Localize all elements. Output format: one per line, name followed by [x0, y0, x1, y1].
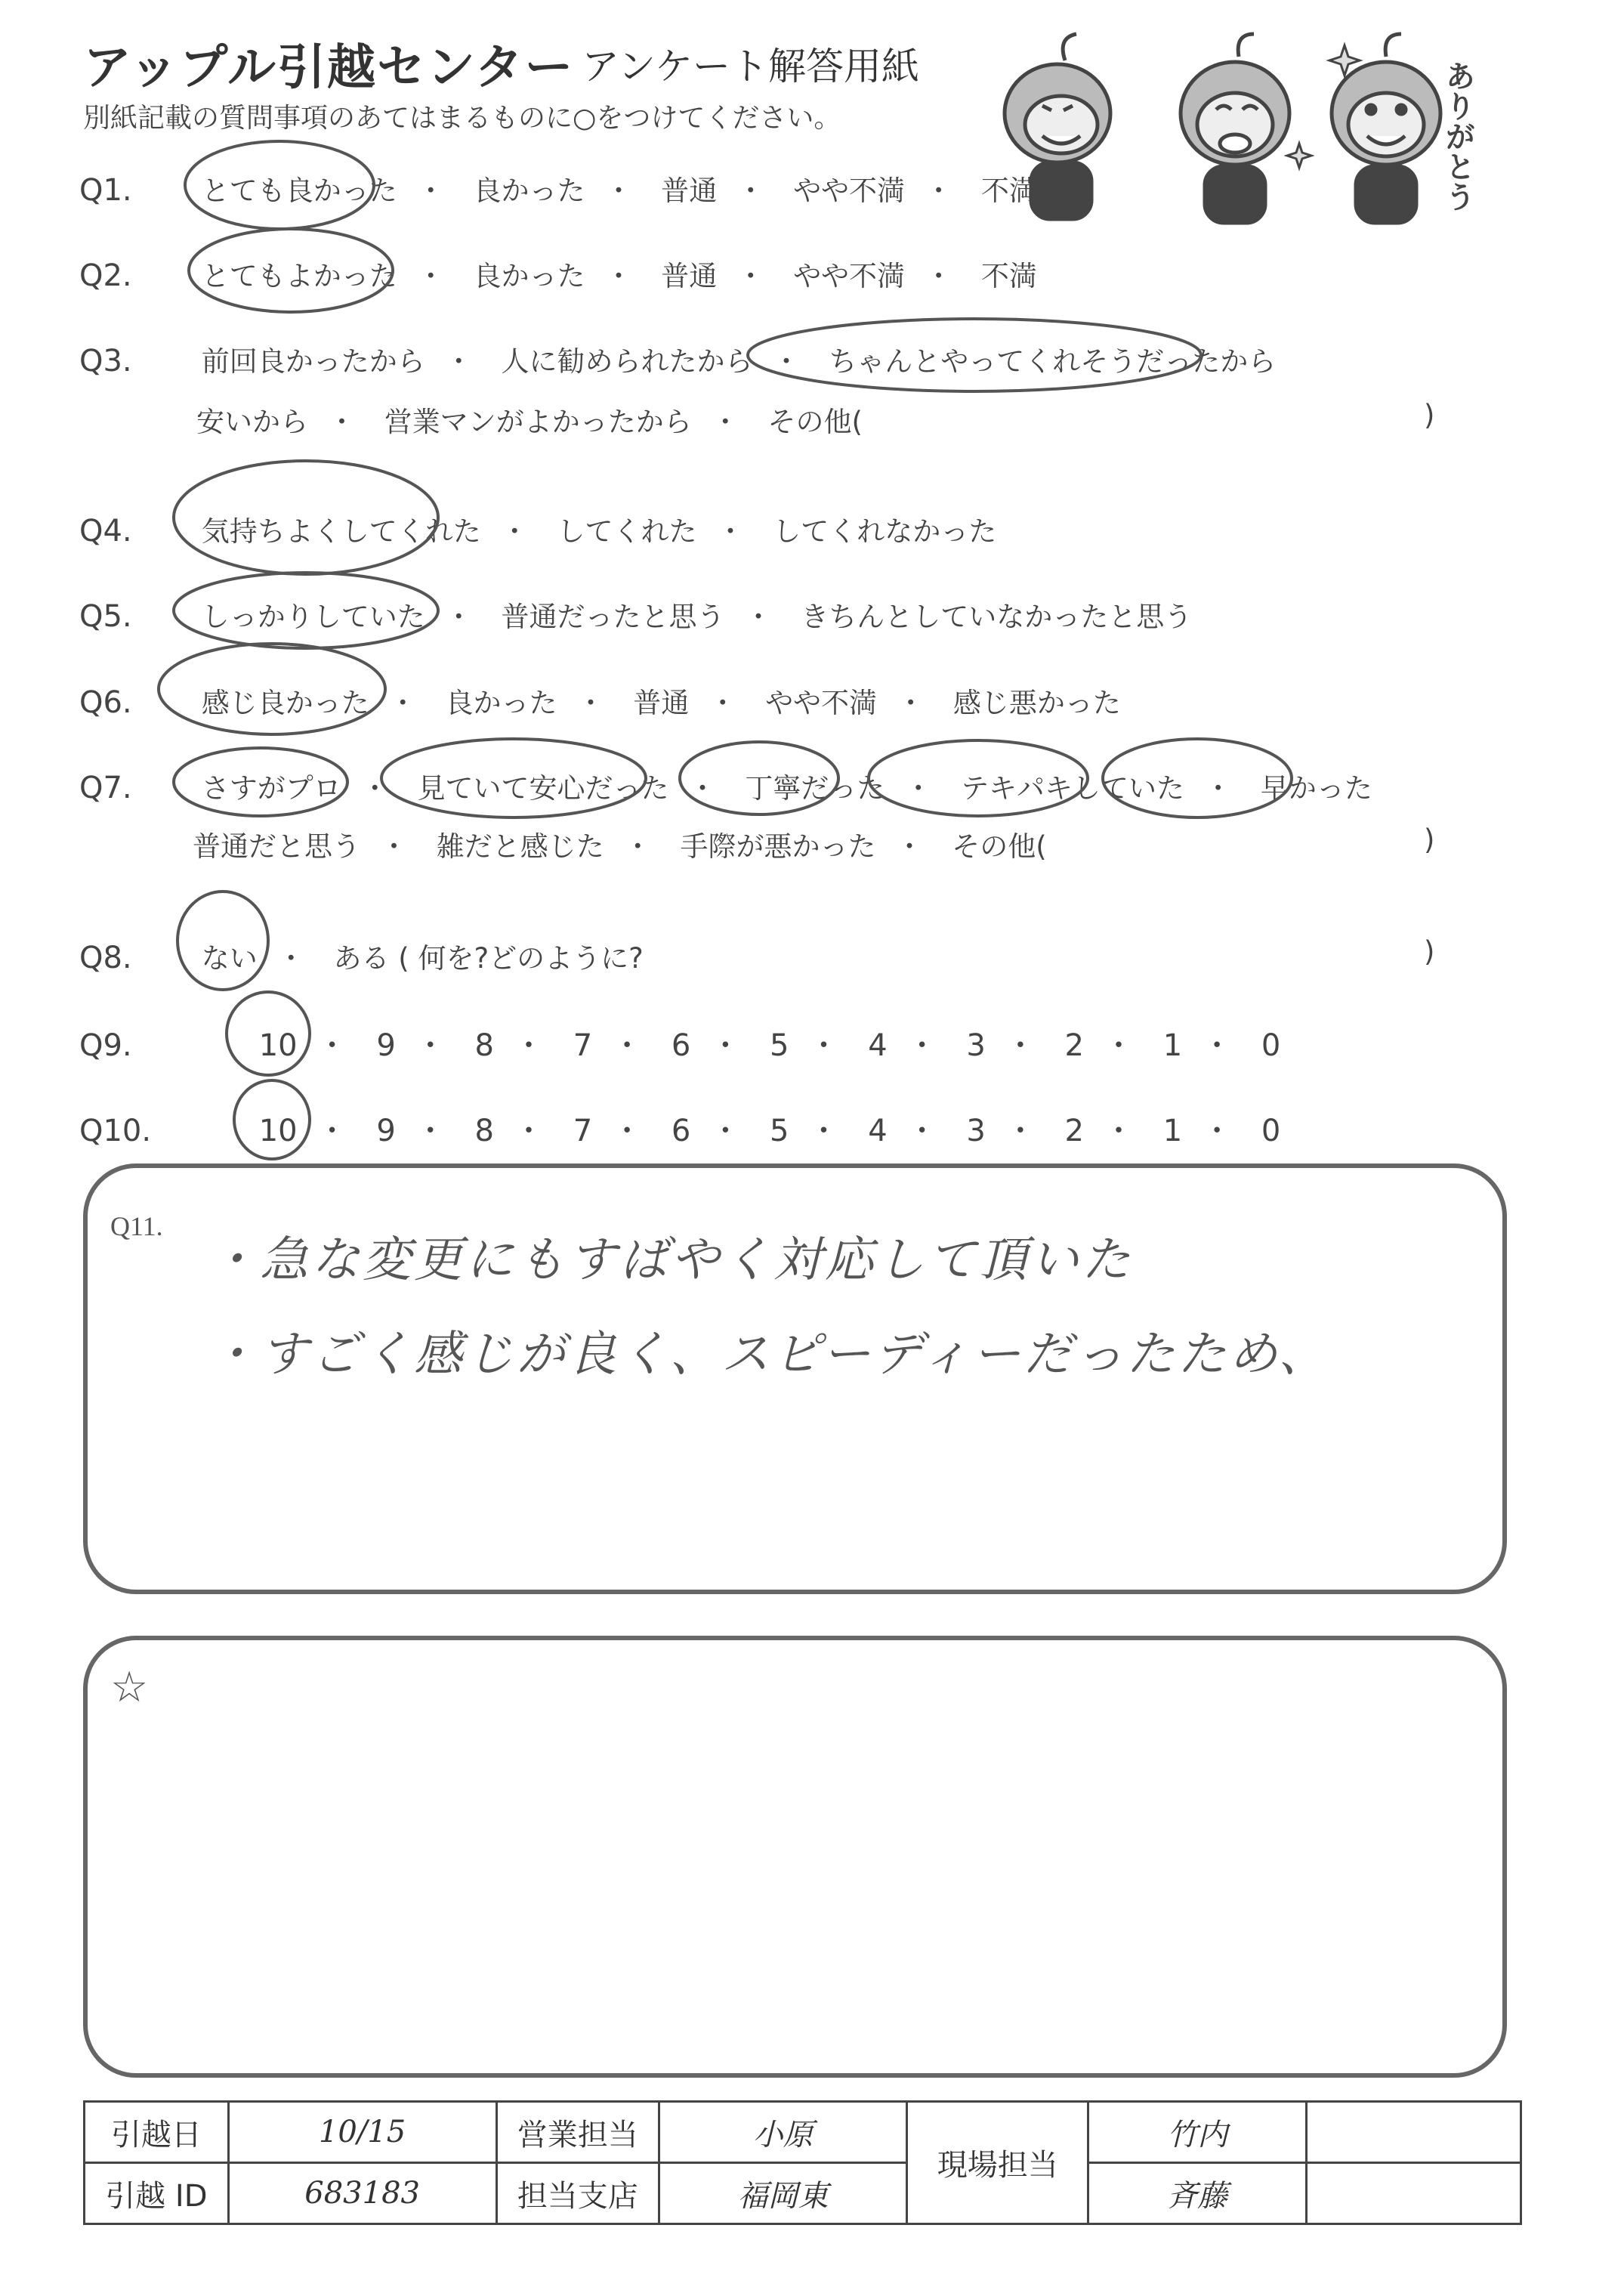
- question-q8: Q8. ない ・ ある ( 何を?どのように?: [79, 935, 648, 976]
- q1-option-5[interactable]: 不満: [980, 175, 1037, 207]
- q7-answer-circle-5: [1103, 739, 1292, 817]
- q1-option-4[interactable]: やや不満: [793, 175, 906, 207]
- q7-answer-circle-4: [869, 740, 1088, 816]
- q2-option-1[interactable]: とてもよかった: [201, 260, 397, 292]
- q7-option-2[interactable]: 見ていて安心だった: [417, 772, 669, 805]
- question-q7-line2: 普通だと思う ・ 雑だと感じた ・ 手際が悪かった ・ その他(: [193, 824, 1051, 864]
- q9-score-10[interactable]: 10: [258, 1028, 298, 1063]
- move-id-label: 引越 ID: [85, 2163, 229, 2224]
- q6-option-2[interactable]: 良かった: [445, 687, 557, 719]
- q9-score-3[interactable]: 3: [966, 1028, 986, 1063]
- move-id-value[interactable]: 683183: [228, 2163, 496, 2224]
- q3-paren-close: ): [1424, 399, 1435, 431]
- q7-option-8[interactable]: 手際が悪かった: [680, 830, 876, 863]
- q4-option-2[interactable]: してくれた: [557, 515, 697, 548]
- q1-option-2[interactable]: 良かった: [473, 175, 585, 207]
- q6-option-3[interactable]: 普通: [633, 687, 690, 719]
- q10-score-4[interactable]: 4: [868, 1114, 888, 1148]
- q6-answer-circle: [159, 644, 385, 734]
- q10-score-9[interactable]: 9: [376, 1114, 396, 1148]
- site-value-1[interactable]: 竹内: [1088, 2102, 1307, 2163]
- q3-option-2[interactable]: 人に勧められたから: [501, 345, 753, 378]
- q10-score-2[interactable]: 2: [1064, 1114, 1084, 1148]
- form-subtitle: アンケート解答用紙: [582, 45, 919, 88]
- q9-score-4[interactable]: 4: [868, 1028, 888, 1063]
- q9-score-0[interactable]: 0: [1261, 1028, 1281, 1063]
- q9-score-2[interactable]: 2: [1064, 1028, 1084, 1063]
- q8-option-1[interactable]: ない: [201, 942, 258, 975]
- q11-comment-box[interactable]: [83, 1163, 1507, 1594]
- q4-option-3[interactable]: してくれなかった: [773, 515, 997, 548]
- q8-answer-circle: [178, 892, 268, 990]
- q11-comment-line-1: ・急な変更にもすばやく対応して頂いた: [208, 1232, 1133, 1288]
- q9-answer-circle: [227, 992, 310, 1075]
- question-q10: Q10. 10 ・ 9 ・ 8 ・ 7 ・ 6 ・ 5 ・ 4 ・ 3 ・ 2 ・ 1 ・ 0: [79, 1114, 1281, 1148]
- q8-option-2[interactable]: ある ( 何を?どのように?: [333, 942, 644, 975]
- q10-score-0[interactable]: 0: [1261, 1114, 1281, 1148]
- move-date-value[interactable]: 10/15: [228, 2102, 496, 2163]
- q9-score-8[interactable]: 8: [474, 1028, 494, 1063]
- sales-value[interactable]: 小原: [659, 2102, 907, 2163]
- q9-score-1[interactable]: 1: [1162, 1028, 1183, 1063]
- question-q5: Q5. しっかりしていた ・ 普通だったと思う ・ きちんとしていなかったと思う: [79, 594, 1196, 635]
- branch-label: 担当支店: [496, 2163, 659, 2224]
- site-value-2[interactable]: 斉藤: [1088, 2163, 1307, 2224]
- q6-option-5[interactable]: 感じ悪かった: [952, 687, 1121, 719]
- question-q3-line2: 安いから ・ 営業マンがよかったから ・ その他(: [196, 399, 867, 440]
- q10-score-1[interactable]: 1: [1162, 1114, 1183, 1148]
- question-q1: Q1. とても良かった ・ 良かった ・ 普通 ・ やや不満 ・ 不満: [79, 168, 1042, 209]
- q2-option-3[interactable]: 普通: [661, 260, 718, 292]
- site-label: 現場担当: [907, 2102, 1088, 2224]
- q5-option-2[interactable]: 普通だったと思う: [501, 601, 725, 633]
- q3-option-4[interactable]: 安いから: [196, 406, 308, 438]
- question-q9: Q9. 10 ・ 9 ・ 8 ・ 7 ・ 6 ・ 5 ・ 4 ・ 3 ・ 2 ・ 1 ・ 0: [79, 1028, 1281, 1063]
- q4-answer-circle: [174, 461, 438, 574]
- q1-option-1[interactable]: とても良かった: [201, 175, 397, 207]
- question-q2: Q2. とてもよかった ・ 良かった ・ 普通 ・ やや不満 ・ 不満: [79, 253, 1042, 294]
- q11-label: Q11.: [110, 1211, 163, 1241]
- star-icon: ☆: [110, 1664, 149, 1711]
- q8-paren-close: ): [1424, 935, 1435, 968]
- q7-option-4[interactable]: テキパキしていた: [961, 772, 1185, 805]
- question-q4: Q4. 気持ちよくしてくれた ・ してくれた ・ してくれなかった: [79, 508, 1001, 549]
- q5-option-1[interactable]: しっかりしていた: [201, 601, 425, 633]
- q10-score-7[interactable]: 7: [573, 1114, 593, 1148]
- q10-score-8[interactable]: 8: [474, 1114, 494, 1148]
- q11-comment-line-2: ・すごく感じが良く、スピーディーだったため、: [208, 1327, 1330, 1383]
- q7-option-1[interactable]: さすがプロ: [201, 772, 341, 805]
- q9-score-7[interactable]: 7: [573, 1028, 593, 1063]
- q6-option-4[interactable]: やや不満: [765, 687, 878, 719]
- q1-answer-circle: [185, 141, 374, 229]
- q2-answer-circle: [189, 229, 393, 312]
- q6-option-1[interactable]: 感じ良かった: [201, 687, 369, 719]
- q10-score-3[interactable]: 3: [966, 1114, 986, 1148]
- q10-score-5[interactable]: 5: [770, 1114, 789, 1148]
- site-value-extra-2[interactable]: [1307, 2163, 1521, 2224]
- q7-answer-circle-2: [381, 739, 646, 817]
- star-comment-box[interactable]: [83, 1636, 1507, 2078]
- q9-score-5[interactable]: 5: [770, 1028, 789, 1063]
- question-q6: Q6. 感じ良かった ・ 良かった ・ 普通 ・ やや不満 ・ 感じ悪かった: [79, 680, 1125, 721]
- q2-option-4[interactable]: やや不満: [793, 260, 906, 292]
- q3-answer-circle: [748, 319, 1201, 391]
- q9-score-9[interactable]: 9: [376, 1028, 396, 1063]
- q7-option-3[interactable]: 丁寧だった: [745, 772, 885, 805]
- site-value-extra-1[interactable]: [1307, 2102, 1521, 2163]
- branch-value[interactable]: 福岡東: [659, 2163, 907, 2224]
- q9-score-6[interactable]: 6: [671, 1028, 691, 1063]
- q7-option-7[interactable]: 雑だと感じた: [436, 830, 604, 863]
- q3-option-6[interactable]: その他(: [767, 406, 863, 438]
- form-title: アップル引越センター: [83, 40, 575, 96]
- q7-option-6[interactable]: 普通だと思う: [193, 830, 360, 863]
- q10-score-10[interactable]: 10: [258, 1114, 298, 1148]
- q7-answer-circle-1: [174, 748, 347, 816]
- q3-option-1[interactable]: 前回良かったから: [201, 345, 425, 378]
- q7-option-9[interactable]: その他(: [952, 830, 1047, 863]
- q2-option-2[interactable]: 良かった: [473, 260, 585, 292]
- q5-answer-circle: [174, 573, 438, 648]
- q3-option-5[interactable]: 営業マンがよかったから: [384, 406, 692, 438]
- sales-label: 営業担当: [496, 2102, 659, 2163]
- q7-option-5[interactable]: 早かった: [1260, 772, 1372, 805]
- q4-option-1[interactable]: 気持ちよくしてくれた: [201, 515, 481, 548]
- q10-score-6[interactable]: 6: [671, 1114, 691, 1148]
- question-q3: Q3. 前回良かったから ・ 人に勧められたから ・ ちゃんとやってくれそうだったから: [79, 338, 1280, 379]
- q10-answer-circle: [234, 1080, 310, 1159]
- move-date-label: 引越日: [85, 2102, 229, 2163]
- q7-paren-close: ): [1424, 824, 1435, 856]
- q7-answer-circle-3: [680, 742, 838, 814]
- mascot-caption: ありがとう: [1440, 60, 1475, 212]
- q1-option-3[interactable]: 普通: [661, 175, 718, 207]
- footer-info-table: [83, 2100, 1522, 2225]
- q3-option-3[interactable]: ちゃんとやってくれそうだったから: [829, 345, 1277, 378]
- q2-option-5[interactable]: 不満: [980, 260, 1037, 292]
- question-q7: Q7. さすがプロ ・ 見ていて安心だった ・ 丁寧だった ・ テキパキしていた ・ 早かった: [79, 765, 1377, 806]
- q5-option-3[interactable]: きちんとしていなかったと思う: [801, 601, 1193, 633]
- form-instruction: 別紙記載の質問事項のあてはまるものに○をつけてください。: [83, 103, 841, 134]
